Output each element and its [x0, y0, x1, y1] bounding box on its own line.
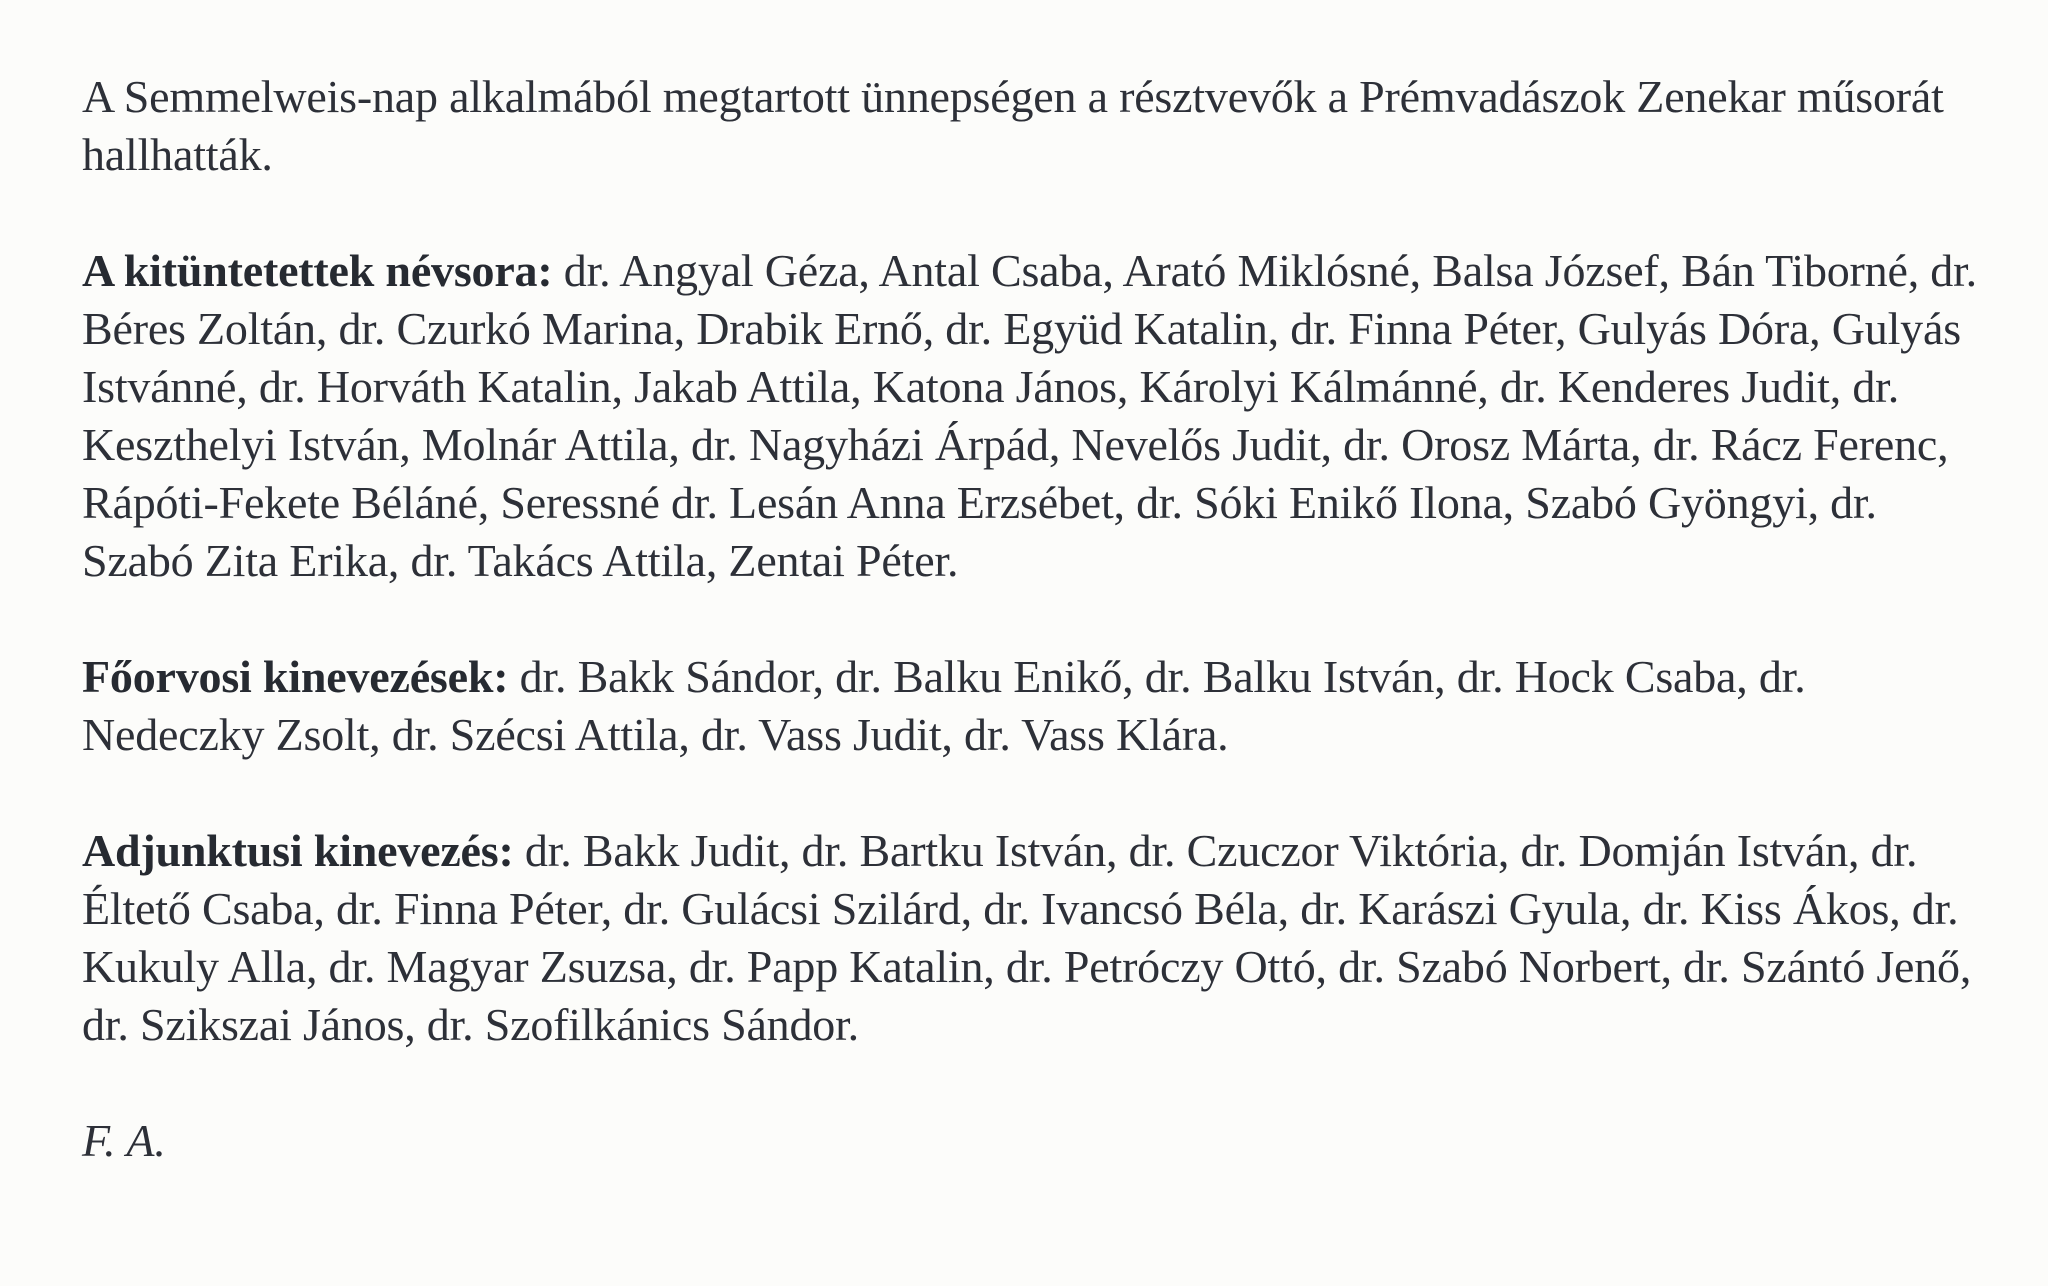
signature: F. A.: [82, 1115, 166, 1166]
awardees-heading: A kitüntetettek névsora:: [82, 245, 553, 296]
intro-text: A Semmelweis-nap alkalmából megtartott ünnepségen a résztvevők a Prémvadászok Zenekar műsorát hallhatták.: [82, 71, 1944, 180]
awardees-list: dr. Angyal Géza, Antal Csaba, Arató Miklósné, Balsa József, Bán Tiborné, dr. Béres Zoltán, dr. Czurkó Marina, Drabik Ernő, dr. Együd Katalin, dr. Finna Péter, Gulyás Dóra, Gulyás Istvánné, dr. Horváth Katalin, Jakab Attila, Katona János, Károlyi Kálmánné, dr. Kenderes Judit, dr. Keszthelyi István, Molnár Attila, dr. Nagyházi Árpád, Nevelős Judit, dr. Orosz Márta, dr. Rácz Ferenc, Rápóti-Fekete Béláné, Seressné dr. Lesán Anna Erzsébet, dr. Sóki Enikő Ilona, Szabó Gyöngyi, dr. Szabó Zita Erika, dr. Takács Attila, Zentai Péter.: [82, 245, 1977, 586]
adjunct-heading: Adjunktusi kinevezés:: [82, 825, 514, 876]
chief-physician-heading: Főorvosi kinevezések:: [82, 651, 509, 702]
adjunct-list: dr. Bakk Judit, dr. Bartku István, dr. Czuczor Viktória, dr. Domján István, dr. Éltető Csaba, dr. Finna Péter, dr. Gulácsi Szilárd, dr. Ivancsó Béla, dr. Karászi Gyula, dr. Kiss Ákos, dr. Kukuly Alla, dr. Magyar Zsuzsa, dr. Papp Katalin, dr. Petróczy Ottó, dr. Szabó Norbert, dr. Szántó Jenő, dr. Szikszai János, dr. Szofilkánics Sándor.: [82, 825, 1972, 1050]
chief-physician-list: dr. Bakk Sándor, dr. Balku Enikő, dr. Balku István, dr. Hock Csaba, dr. Nedeczky Zsolt, dr. Szécsi Attila, dr. Vass Judit, dr. Vass Klára.: [82, 651, 1806, 760]
adjunct-paragraph: [82, 822, 1982, 1054]
awardees-paragraph: [82, 242, 1982, 590]
chief-physician-paragraph: [82, 648, 1982, 764]
intro-paragraph: [82, 68, 1982, 184]
